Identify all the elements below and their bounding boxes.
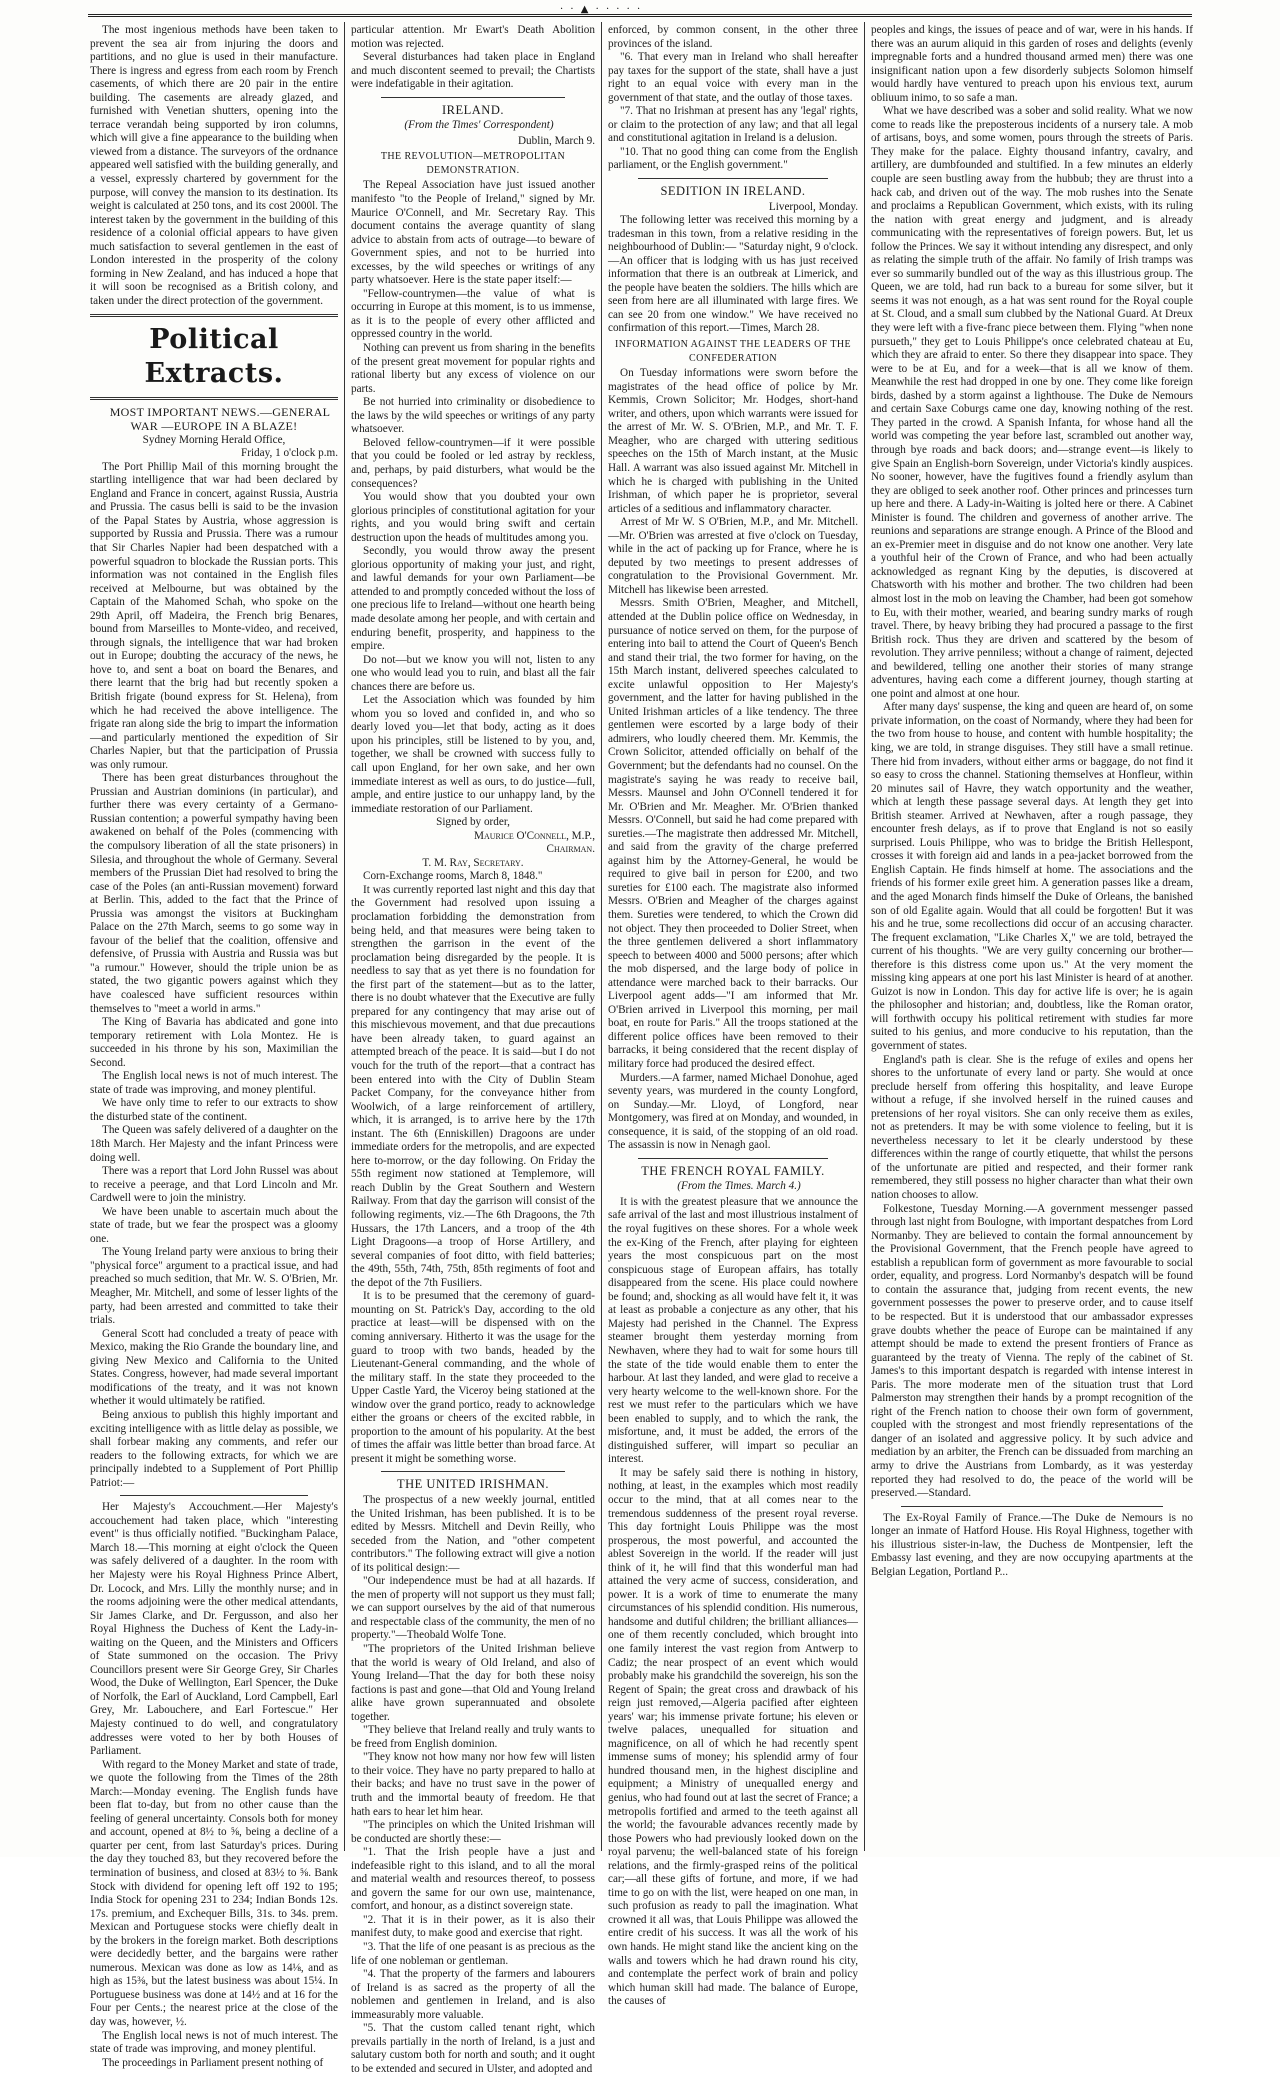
bavaria-paragraph: The King of Bavaria has abdicated and gone into temporary retirement with Lola Montez. He is succeeded in his throne by his son, Maximilian the Second. <box>90 1016 338 1069</box>
royal-arrival-paragraph: It is with the greatest pleasure that we announce the safe arrival of the last and most illustrious instalment of the royal fugitives on these shores. For a whole week the ex-King of the French, after playing for eighteen years the most conspicuous part on the most conspicuous stage of European affairs, has totally disappeared from the scene. His place could nowhere be found; and, shocking as all would have felt it, it was at least as probable a conjecture as any other, that his Majesty had perished in the Channel. The Express steamer brought them yesterday morning from Newhaven, where they had to wait for some hours till the state of the tide would enable them to enter the harbour. At last they landed, and were glad to receive a very hearty welcome to the well-known shore. For the rest we must refer to the particulars which we have been enabled to supply, and to which the rank, the misfortune, and, it must be added, the errors of the distinguished sufferer, will impart so peculiar an interest. <box>608 1195 858 1466</box>
principle-5: "5. That the custom called tenant right, which prevails partially in the north of Ireland, is a just and salutary custom both for north and south; and it ought to be extended and secured in Ulster, and adopted and <box>351 2022 595 2075</box>
nursery-tale-paragraph: What we have described was a sober and solid reality. What we now come to reads like the preposterous incidents of a nursery tale. A mob of artisans, boys, and some women, pours through the streets of Paris. They make for the palace. Eighty thousand infantry, cavalry, and artillery, are dumbfounded and stultified. In a few minutes an elderly couple are seen bustling away from the hubbub; they are thrust into a hack cab, and driven out of the way. The mob rushes into the Senate and proclaims a Republican Government, which exists, with its ruling the nation with great energy and judgment, and is already communicating with the representatives of foreign powers. But, let us follow the Princes. We say it without intending any disrespect, and only as relating the simple truth of the affair. No family of Irish tramps was ever so summarily bundled out of the way as this illustrious group. The Queen, we are told, had run back to a bureau for some silver, but it seems it was not enough, as a hat was sent round for the Royal couple at St. Cloud, and a small sum clubbed by the National Guard. At Dreux they were left with a five-franc piece between them. Flying "when none pursueth," they get to Louis Philippe's once celebrated chateau at Eu, which they are afraid to enter. So there they disappear into space. They were to be at Eu, and for a week—that is all we know of them. Meanwhile the rest had dropped in one by one. They come like foreign birds, dashed by a storm against a lighthouse. The Duke de Nemours and certain Saxe Coburgs came one day, knowing nothing of the rest. They parted in the crowd. A Spanish Infanta, for whose hand all the world was competing the year before last, scrambled out another way, through bye roads and back doors; and—strange event—is likely to give Spain an English-born Sovereign, under Victoria's kindly auspices. No sooner, however, have the fugitives found a friendly asylum than they are obliged to seek another roof. Other princes and princesses turn up here and there. A Lady-in-Waiting is jolted here or there. A Cabinet Minister is found. The children and governess of another arrive. The reunions and separations are strange enough. A Prince of the Blood and an ex-Premier meet in disguise and do not know one another. Very late a youthful heir of the Crown of France, and who had been actually acknowledged as regnant King by the deputies, is discovered at Chatsworth with his mother and brother. The two children had been almost lost in the mob on leaving the Chamber, had been got somehow to Eu, with their mother, wearied, and bearing sundry marks of rough travel. There, by heavy bribing they had procured a passage to the first British rock. Thus they are driven and scattered by the besom of revolution. They arrive penniless; without a change of raiment, dejected and bewildered, telling one another their stories of many strange adventures, having each come a different journey, though starting at one point and almost at one hour. <box>871 105 1193 700</box>
folkestone-paragraph: Folkestone, Tuesday Morning.—A government messenger passed through last night from Boulogne, with important despatches from Lord Normanby. They are believed to contain the formal announcement by the Provisional Government, that the French people have agreed to establish a republican form of government as more favourable to social order, equality, and progress. Lord Normanby's despatch will be found to contain the assurance that, judging from recent events, the new government possesses the power to preserve order, and to cause itself to be respected. But it is understood that our ambassador expresses grave doubts whether the peace of Europe can be maintained if any attempt should be made to extend the present frontiers of France as guaranteed by the treaty of Vienna. The reply of the cabinet of St. James's to this important despatch is regarded with intense interest in Paris. The more moderate men of the situation trust that Lord Palmerston may strengthen their hands by a prompt recognition of the right of the French nation to choose their own form of government, coupled with the strongest and most friendly representations of the danger of an isolated and aggressive policy. It by such advice and mediation by an arbiter, the French can be dissuaded from marching an army to drive the Austrians from Lombardy, as it was yesterday reported they had resolved to do, the peace of the world will be preserved.—Standard. <box>871 1202 1193 1500</box>
bail-paragraph: Messrs. Smith O'Brien, Meagher, and Mitchell, attended at the Dublin police office on Wednesday, in pursuance of notice served on them, for the purpose of entering into bail to attend the Court of Queen's Bench and stand their trial, the two former for having, on the 15th March instant, delivered speeches calculated to excite unlawful opposition to Her Majesty's government, and the latter for having published in the United Irishman articles of a like tendency. The three gentlemen were escorted by a large body of their admirers, who loudly cheered them. Mr. Kemmis, the Crown Solicitor, attended officially on behalf of the Government; but the defendants had no counsel. On the magistrate's saying he was ready to receive bail, Messrs. Maunsel and John O'Connell tendered it for Mr. O'Brien and Mr. Meagher. Mr. O'Brien thanked Messrs. O'Connell, but said he had come prepared with sureties.—The magistrate then addressed Mr. Mitchell, and said from the gravity of the charge preferred against him by the Attorney-General, he would be required to give bail in person for £200, and two sureties for £100 each. The magistrate also informed Messrs. O'Brien and Meagher of the charges against them. Sureties were tendered, to which the Crown did not object. They then proceeded to Dolier Street, when the three gentlemen delivered a short inflammatory speech to between 4000 and 5000 persons; after which the mob dispersed, and the large body of police in attendance were marched back to their barracks. Our Liverpool agent adds—"I am informed that Mr. O'Brien arrived in Liverpool this morning, per mail boat, en route for Paris." All the troops stationed at the different police offices have been removed to their barracks, it being considered that the recent display of military force had produced the desired effect. <box>608 597 858 1071</box>
french-royal-source: (From the Times. March 4.) <box>677 1180 801 1193</box>
manifesto-paragraph-5: You would show that you doubted your own glorious principles of constitutional agitation for your rights, and you would bring swift and certain destruction upon the heads of multitudes among you. <box>351 491 595 544</box>
signature-line: Signed by order, <box>436 816 510 829</box>
prospectus-paragraph: The prospectus of a new weekly journal, entitled the United Irishman, has been published. It is to be edited by Messrs. Mitchell and Devin Reilly, who seceded from the Nation, and "other competent contributors." The following extract will give a notion of its political design:— <box>351 1493 595 1574</box>
prospectus-quote-5: "The principles on which the United Irishman will be conducted are shortly these:— <box>351 1819 595 1845</box>
manifesto-paragraph-3: Be not hurried into criminality or disobedience to the laws by the wild speeches or writings of any party whatsoever. <box>351 396 595 436</box>
prospectus-quote-2: "The proprietors of the United Irishman believe that the world is weary of Old Ireland, and also of Young Ireland—That the day for both these noisy factions is past and gone—that Old and Young Ireland alike have grown superannuated and obsolete together. <box>351 1642 595 1723</box>
peerage-paragraph: There was a report that Lord John Russel was about to receive a peerage, and that Lord Lincoln and Mr. Cardwell were to join the ministry. <box>90 1165 338 1205</box>
principle-7: "7. That no Irishman at present has any 'legal' rights, or claim to the protection of any law; and that all legal and constitutional agitation in Ireland is a delusion. <box>608 105 858 145</box>
principle-3: "3. That the life of one peasant is as precious as the life of one nobleman or gentleman. <box>351 1941 595 1967</box>
sedition-paragraph: The following letter was received this morning by a tradesman in this town, from a relative residing in the neighbourhood of Dublin:— "Saturday night, 9 o'clock.—An officer that is lodging with us has just received information that there is an outbreak at Limerick, and the people have beaten the soldiers. The hills which are seen from here are all illuminated with large fires. We can see 20 from one window." We have received no confirmation of this report.—Times, March 28. <box>608 214 858 335</box>
building-paragraph: The most ingenious methods have been taken to prevent the sea air from injuring the doors and partitions, and no glue is used in their manufacture. There is ingress and egress from each room by French casements, of which there are 20 pair in the entire building. The casements are already glazed, and furnished with Venetian shutters, opening into the terrace verandah being supported by iron columns, which will give a fine appearance to the building when viewed from a distance. The surveyors of the ordnance appeared well satisfied with the building generally, and a vessel, expressly chartered by government for the purpose, will convey the mansion to its destination. Its weight is calculated at 250 tons, and its cost 2000l. The interest taken by the government in the building of this residence of a colonial official appears to have given much satisfaction to several gentlemen in the east of London interested in the prosperity of the colony forming in New Zealand, and has induced a hope that it will soon be recognised as a British colony, and taken under the direct protection of the government. <box>90 24 338 307</box>
principle-5-cont: enforced, by common consent, in the other three provinces of the island. <box>608 24 858 50</box>
prospectus-quote-1: "Our independence must be had at all hazards. If the men of property will not support us they must fall; we can support ourselves by the aid of that numerous and respectable class of the community, the men of no property."—Theobald Wolfe Tone. <box>351 1575 595 1642</box>
divider <box>638 1158 828 1159</box>
manifesto-paragraph-4: Beloved fellow-countrymen—if it were possible that you could be fooled or led astray by reckless, and, perhaps, by paid disturbers, what would be the consequences? <box>351 436 595 490</box>
peoples-kings-paragraph: peoples and kings, the issues of peace and of war, were in his hands. If there was an aurum aliquid in this garden of roses and delights (evenly impregnable forts and a hundred thousand armed men) there was one insignificant nation upon a few disorderly subjects Solomon himself would hardly have ventured to preach upon his envious text, aurum obliuum inimo, to so safe a man. <box>871 24 1193 104</box>
principle-2: "2. That it is in their power, as it is also their manifest duty, to make good and exercise that right. <box>351 1913 595 1940</box>
signature-name: Maurice O'Connell, M.P., <box>474 829 595 842</box>
murders-paragraph: Murders.—A farmer, named Michael Donohue, aged seventy years, was murdered in the county Longford, on Sunday.—Mr. Lloyd, of Longford, near Montgomery, was fired at on Monday, and wounded, in consequence, it is said, of the stopping of an old road. The assassin is now in Nenagh gaol. <box>608 1071 858 1152</box>
column-rule-2 <box>601 22 602 1851</box>
column-1 <box>90 24 338 2069</box>
manifesto-paragraph-6: Secondly, you would throw away the present glorious opportunity of making your just, and right, and lawful demands for your own Parliament—be attended to and promptly conceded without the loss of one precious life to Ireland—without one hearth being made desolate among her people, and with certain and enduring benefit, prosperity, and happiness to the empire. <box>351 545 595 653</box>
column-rule-3 <box>864 22 865 1851</box>
french-royal-heading: THE FRENCH ROYAL FAMILY. <box>641 1163 825 1178</box>
revolution-subheading: THE REVOLUTION—METROPOLITAN DEMONSTRATION. <box>380 151 566 176</box>
dateline: Sydney Morning Herald Office, <box>142 433 286 446</box>
repeal-paragraph: The Repeal Association have just issued another manifesto "to the People of Ireland," signed by Mr. Maurice O'Connell, and Mr. Secretary Ray. This document contains the average quantity of slang advice to abstain from acts of outrage—to beware of Government spies, and not to be hurried into excesses, by the wild speeches or writings of any party whatsoever. Here is the state paper itself:— <box>351 179 595 287</box>
section-divider <box>90 314 338 317</box>
king-queen-paragraph: After many days' suspense, the king and queen are heard of, on some private information, on the coast of Normandy, where they had been for the two from house to house, and content with humble hospitality; the king, we are told, in strange disguises. They still have a small retinue. There hid from invaders, without either arms or baggage, do not find it so easy to cross the channel. Stationing themselves at Honfleur, within 20 minutes sail of Havre, they watch opportunity and the weather, which at length these passage several days. At length they get into British steamer. Arrived at Newhaven, after a rough passage, they encounter fresh delays, as if to prove that England is not so easily surprised. Louis Philippe, who was to bridge the British Hellespont, crosses it with foreign aid and lands in a pea-jacket borrowed from the English Captain. He finds himself at home. The associations and the friends of his former exile greet him. A generation passes like a dream, and the aged Monarch finds himself the Duke of Orleans, the banished son of old Egalite again. Would that all could be forgotten! But it was his and he true, some recollections did occur of an accusing character. The frequent exclamation, "Like Charles X," we are told, betrayed the current of his thoughts. "We are very guilty concerning our brother—therefore is this distress come upon us." At the very moment the missing king appears at one port his last Minister is heard of at another. Guizot is now in London. This day for active life is over; he is again the philosopher and historian; and, doubtless, like the Roman orator, will forthwith occupy his political retirement with studies far more suited to his genius, and more conducive to his reputation, than the government of states. <box>871 701 1193 1053</box>
divider <box>381 97 565 98</box>
trade-paragraph: We have been unable to ascertain much about the state of trade, but we fear the prospect was a gloomy one. <box>90 1205 338 1245</box>
disturbances-paragraph: There has been great disturbances throughout the Prussian and Austrian dominions (in particular), and further there was every certainty of a Germano-Russian contention; a powerful sympathy having been awakened on behalf of the Poles (commencing with the compulsory liberation of all the state prisoners) in Silesia, and throughout the whole of Germany. Several members of the Prussian Diet had resolved to bring the case of the Poles (an anti-Russian movement) forward at Berlin. This, added to the fact that the Prince of Prussia was amongst the visitors at Buckingham Palace on the 27th March, seems to go some way in favour of the belief that the coalition, offensive and defensive, of Prussia with Austria and Russia was but "a rumour." However, should the triple union be as stated, the two gigantic powers against which they have coalesced have sufficient resources within themselves to "meet a world in arms." <box>90 772 338 1015</box>
money-market-paragraph: With regard to the Money Market and state of trade, we quote the following from the Times of the 28th March:—Monday evening. The English funds have been flat to-day, but from no other cause than the feeling of general uncertainty. Consols both for money and account, opened at 8½ to ⅝, being a decline of a quarter per cent, from last Saturday's prices. During the day they touched 83, but they recovered before the termination of business, and closed at 83½ to ⅝. Bank Stock with dividend for opening left off 192 to 195; India Stock for opening 231 to 234; Indian Bonds 12s. 17s. premium, and Exchequer Bills, 31s. to 34s. prem. Mexican and Portuguese stocks were chiefly dealt in by the brokers in the foreign market. Both descriptions were decidedly better, and the bargains were rather numerous. Mexican was done as low as 14⅛, and as high as 15⅜, but the latest business was about 15¼. In Portuguese business was done at 14½ and at 16 for the Four per Cents.; the nearest price at the close of the day was, however, ½. <box>90 1758 338 2029</box>
sedition-heading: SEDITION IN IRELAND. <box>660 184 806 199</box>
principle-6: "6. That every man in Ireland who shall hereafter pay taxes for the support of the state, shall have a just right to an equal voice with every man in the government of that state, and the outlay of those taxes. <box>608 51 858 104</box>
mexico-paragraph: General Scott had concluded a treaty of peace with Mexico, making the Rio Grande the boundary line, and giving New Mexico and California to the United States. Congress, however, had made several important modifications of the treaty, and it was not known whether it would ultimately be ratified. <box>90 1327 338 1408</box>
article-headline: MOST IMPORTANT NEWS.—GENERAL WAR —EUROPE IN A BLAZE! <box>109 405 331 434</box>
section-masthead: Political Extracts. <box>144 324 284 390</box>
extracts-paragraph: We have only time to refer to our extracts to show the disturbed state of the continent. <box>90 1097 338 1123</box>
principle-10: "10. That no good thing can come from the English parliament, or the English government." <box>608 145 858 172</box>
united-irishman-heading: THE UNITED IRISHMAN. <box>397 1477 549 1492</box>
accouchment-paragraph: Her Majesty's Accouchment.—Her Majesty's accouchement had taken place, which "interesting event" is thus officially notified. "Buckingham Palace, March 18.—This morning at eight o'clock the Queen was safely delivered of a daughter. In the room with her Majesty were his Royal Highness Prince Albert, Dr. Locock, and Mrs. Lilly the monthly nurse; and in the rooms adjoining were the other medical attendants, Sir James Clarke, and Dr. Fergusson, and also her Royal Highness the Duchess of Kent the Lady-in-waiting on the Queen, and the Ministers and Officers of State summoned on the occasion. The Privy Councillors present were Sir George Grey, Sir Charles Wood, the Duke of Wellington, Earl Spencer, the Duke of Norfolk, the Earl of Auckland, Lord Campbell, Earl Grey, Mr. Labouchere, and Earl Fortescue." Her Majesty continued to do well, and congratulatory addresses were voted to her by both Houses of Parliament. <box>90 1501 338 1758</box>
young-ireland-paragraph: The Young Ireland party were anxious to bring their "physical force" argument to a practical issue, and had preached so much sedition, that Mr. W. S. O'Brien, Mr. Meagher, Mr. Mitchell, and some of lesser lights of the party, had been arrested and committed to take their trials. <box>90 1246 338 1327</box>
principle-1: "1. That the Irish people have a just and indefeasible right to this island, and to all the moral and material wealth and resources thereof, to possess and govern the same for our own use, maintenance, comfort, and honour, as a distinct sovereign state. <box>351 1846 595 1913</box>
ewart-paragraph: particular attention. Mr Ewart's Death Abolition motion was rejected. <box>351 24 595 50</box>
divider <box>120 1495 308 1496</box>
england-refuge-paragraph: England's path is clear. She is the refuge of exiles and opens her shores to the unfortunate of every land or party. She would at once preclude herself from offering this hospitality, and leave Europe without a refuge, if she involved herself in the ruined causes and pretensions of her royal visitors. She can only receive them as exiles, not as pretenders. It may be with some violence to feeling, but it is nevertheless necessary to let it be clearly understood by these differences within the range of courtly etiquette, that whilst the persons of the unfortunate are pitied and respected, and their former rank remembered, they still possess no higher character than what their own nation chooses to allow. <box>871 1053 1193 1202</box>
manifesto-paragraph-1: "Fellow-countrymen—the value of what is occurring in Europe at this moment, is to us immense, as it is to the people of every other afflicted and oppressed country in the world. <box>351 287 595 341</box>
guard-mounting-paragraph: It is to be presumed that the ceremony of guard-mounting on St. Patrick's Day, according to the old practice at least—will be dispensed with on the coming anniversary. Hitherto it was the usage for the guard to troop with two bands, headed by the Lieutenant-General commanding, and the whole of the military staff. In the state they proceeded to the Upper Castle Yard, the Viceroy being stationed at the window over the grand portico, ready to acknowledge either the groans or cheers of the excited rabble, in proportion to the amount of his popularity. At the best of times the affair was little better than broad farce. At present it might be something worse. <box>351 1290 595 1465</box>
divider <box>901 1506 1163 1507</box>
garrison-paragraph: It was currently reported last night and this day that the Government had resolved upon issuing a proclamation forbidding the demonstration from being held, and that measures were being taken to strengthen the garrison in the event of the proclamation being disregarded by the people. It is needless to say that as yet there is no foundation for the first part of the statement—but as to the latter, there is no doubt whatever that the Executive are fully prepared for any contingency that may arise out of this mischievous movement, and that due precautions have been already taken, to guard against an attempted breach of the peace. It is said—but I do not vouch for the truth of the report—that a contract has been entered into with the City of Dublin Steam Packet Company, for the conveyance hither from Woolwich, of a large reinforcement of artillery, which, it is arranged, is to arrive here by the 17th instant. The 6th (Enniskillen) Dragoons are under immediate orders for the metropolis, and are expected here to-morrow, or the day following. On Friday the 55th regiment now stationed at Templemore, will reach Dublin by the Great Southern and Western Railway. From that day the garrison will consist of the following regiments, viz.—The 6th Dragoons, the 7th Hussars, the 17th Lancers, and a troop of the 4th Light Dragoons—a troop of Horse Artillery, and several companies of foot ditto, with field batteries; the 49th, 55th, 74th, 75th, 85th regiments of foot and the depot of the 7th Fusiliers. <box>351 883 595 1289</box>
chartists-paragraph: Several disturbances had taken place in England and much discontent seemed to prevail; the Chartists were indefatigable in their agitation. <box>351 51 595 91</box>
column-3 <box>608 24 858 2008</box>
divider <box>638 178 828 179</box>
queen-paragraph: The Queen was safely delivered of a daughter on the 18th March. Her Majesty and the infant Princess were doing well. <box>90 1124 338 1164</box>
prospectus-quote-3: "They believe that Ireland really and truly wants to be freed from English dominion. <box>351 1724 595 1750</box>
manifesto-paragraph-7: Do not—but we know you will not, listen to any one who would lead you to ruin, and blast all the fair chances there are before us. <box>351 653 595 693</box>
signature-title: Chairman. <box>546 843 595 856</box>
ireland-heading: IRELAND. <box>442 102 504 117</box>
ireland-dateline: Dublin, March 9. <box>517 134 595 147</box>
column-4 <box>871 24 1193 1850</box>
publish-paragraph: Being anxious to publish this highly important and exciting intelligence with as little delay as possible, we shall forbear making any comments, and refer our readers to the following extracts, for which we are principally indebted to a Supplement of Port Phillip Patriot:— <box>90 1408 338 1489</box>
manifesto-date: Corn-Exchange rooms, March 8, 1848." <box>363 870 543 883</box>
local-news-paragraph: The English local news is not of much interest. The state of trade was improving, and money plentiful. <box>90 1070 338 1096</box>
war-news-paragraph: The Port Phillip Mail of this morning brought the startling intelligence that war had been declared by England and France in concert, against Russia, Austria and Prussia. The casus belli is said to be the invasion of the Papal States by Austria, whose aggression is supported by Russia and Prussia. There was a rumour that Sir Charles Napier had been despatched with a powerful squadron to blockade the Russian ports. This information was not contained in the English files received at Melbourne, but was obtained by the Captain of the Mahomed Schah, who spoke on the 29th April, off Madeira, the French brig Benares, bound from Marseilles to Monte-video, and received, through signals, the intelligence that war had broken out in Europe; doubting the accuracy of the news, he hove to, and sent a boat on board the Benares, and there learnt that the brig had but recently spoken a British frigate (bound express for St. Helena), from which he had received the above intelligence. The frigate ran along side the brig to impart the information—and particularly mentioned the expedition of Sir Charles Napier, but that the participation of Prussia was only rumour. <box>90 460 338 771</box>
sedition-dateline: Liverpool, Monday. <box>768 200 858 213</box>
informations-paragraph: On Tuesday informations were sworn before the magistrates of the head office of police by Mr. Kemmis, Crown Solicitor; Mr. Hodges, short-hand writer, and others, upon which warrants were issued for the arrest of Mr. W. S. O'Brien, M.P., and Mr. T. F. Meagher, who are charged with uttering seditious speeches on the 15th of March instant, at the Music Hall. A warrant was also issued against Mr. Mitchell in which he is charged with publishing in the United Irishman, of which paper he is proprietor, several articles of a seditious and inflammatory character. <box>608 367 858 515</box>
secretary-line: T. M. Ray, Secretary. <box>422 856 524 869</box>
masthead-divider <box>90 397 338 400</box>
manifesto-paragraph-8: Let the Association which was founded by him whom you so loved and confided in, and who so dearly loved you—let that body, acting as it does upon his principles, still be listened to by you, and, together, we shall be crowned with success fully to call upon England, for her own sake, and her own immediate interest as well as ours, to do justice—full, ample, and entire justice to our unhappy land, by the immediate restoration of our Parliament. <box>351 694 595 815</box>
principle-4: "4. That the property of the farmers and labourers of Ireland is as sacred as the property of all the noblemen and gentlemen in Ireland, and is also immeasurably more valuable. <box>351 1968 595 2021</box>
local-news-repeat-paragraph: The English local news is not of much interest. The state of trade was improving, and money plentiful. <box>90 2029 338 2056</box>
manifesto-paragraph-2: Nothing can prevent us from sharing in the benefits of the present great movement for popular rights and rational liberty but any excess of violence on our parts. <box>351 342 595 395</box>
parliament-paragraph: The proceedings in Parliament present nothing of <box>102 2056 324 2069</box>
divider <box>381 1471 565 1472</box>
top-ornament: · · ▲ · · · · · <box>560 4 643 15</box>
prospectus-quote-4: "They know not how many nor how few will listen to their voice. They have no party prepared to hallo at their backs; and have no trust save in the power of truth and the immortal beauty of freedom. He that hath ears to hear let him hear. <box>351 1751 595 1818</box>
arrest-paragraph: Arrest of Mr W. S O'Brien, M.P., and Mr. Mitchell.—Mr. O'Brien was arrested at five o'clock on Tuesday, while in the act of packing up for France, where he is deputed by two meetings to present addresses of congratulation to the Provisional Government. Mr. Mitchell has likewise been arrested. <box>608 516 858 596</box>
information-subheading: INFORMATION AGAINST THE LEADERS OF THE CONFEDERATION <box>614 339 852 364</box>
dateline-time: Friday, 1 o'clock p.m. <box>241 447 338 460</box>
ex-royal-family-paragraph: The Ex-Royal Family of France.—The Duke de Nemours is no longer an inmate of Hatford House. His Royal Highness, together with his illustrious sister-in-law, the Duchess de Montpensier, left the Embassy last evening, and they are now occupying apartments at the Belgian Legation, Portland P... <box>871 1511 1193 1578</box>
column-rule-1 <box>344 22 345 1851</box>
louis-philippe-paragraph: It may be safely said there is nothing in history, nothing, at least, in the examples which most readily occur to the mind, that at all comes near to the tremendous suddenness of the present royal reverse. This day fortnight Louis Philippe was the most prosperous, the most powerful, and accounted the ablest Sovereign in the world. If the reader will just think of it, he will find that this wonderful man had attained the very acme of success, consideration, and power. It is a work of time to enumerate the many circumstances of his splendid condition. His numerous, handsome and dutiful children; the brilliant alliances—one of them recently concluded, which brought into one family interest the vast region from Antwerp to Cadiz; the near prospect of an event which would probably make his grandchild the sovereign, his son the Regent of Spain; the great cross and drawback of his reign just removed,—Algeria pacified after eighteen years' war; his immense private fortune; his eleven or twelve palaces, unequalled for situation and magnificence, on all of which he had recently spent immense sums of money; his splendid army of four hundred thousand men, in the highest discipline and equipment; a Ministry of unequalled energy and genius, who had found out at last the secret of France; a metropolis fortified and armed to the teeth against all the world; the favourable advances recently made by those Powers who had previously looked down on the royal parvenu; the well-balanced state of his foreign relations, and the firmly-grasped reins of the political car;—all these gifts of fortune, and more, if we had time to go on with the list, were heaped on one man, in such profusion as ready to pall the imagination. What crowned it all was, that Louis Philippe was allowed the entire credit of his success. It was all the work of his own hands. He might stand like the ancient king on the walls and towers which he had drawn round his city, and contemplate the perfect work of brain and policy which human skill had made. The balance of Europe, the causes of <box>608 1466 858 2008</box>
column-2 <box>351 24 595 2075</box>
ireland-source: (From the Times' Correspondent) <box>404 119 554 132</box>
